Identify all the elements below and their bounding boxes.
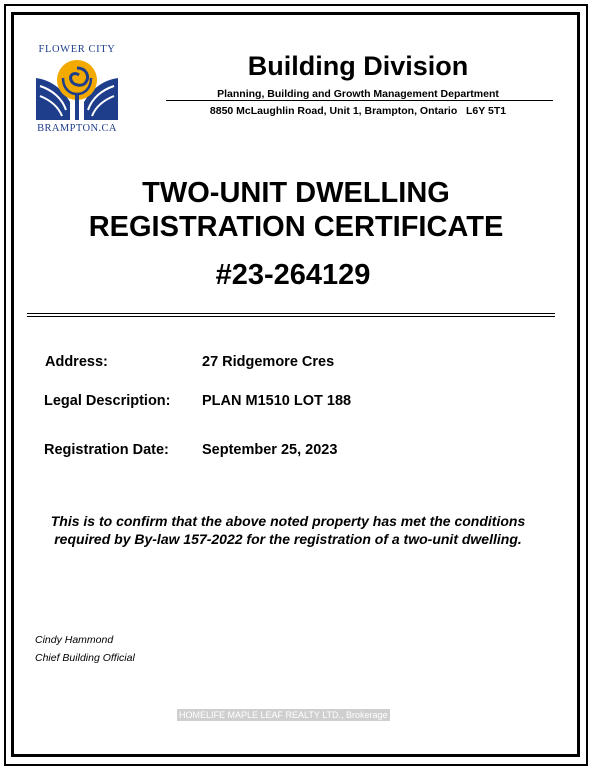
certificate-title-line2: REGISTRATION CERTIFICATE [88,211,504,243]
statement-line2: required by By-law 157-2022 for the registration of a two-unit dwelling. [54,531,522,547]
legal-description-label: Legal Description: [44,393,171,409]
signatory-name: Cindy Hammond [35,634,114,646]
certificate-number: #23-264129 [215,259,371,291]
title-divider-top [27,313,555,314]
certificate-title [30,176,562,244]
certificate-title-line1: TWO-UNIT DWELLING [142,177,450,209]
registration-date-value: September 25, 2023 [202,442,338,458]
division-title: Building Division [247,51,469,81]
city-logo [30,44,124,138]
registration-date-label: Registration Date: [44,442,169,458]
title-divider-bottom [27,316,555,317]
logo-bottom-text: BRAMPTON.CA [37,123,117,134]
statement-line1: This is to confirm that the above noted property has met the conditions [50,513,526,529]
legal-description-value: PLAN M1510 LOT 188 [202,393,352,409]
department-name: Planning, Building and Growth Management Department [217,88,499,100]
address-label: Address: [45,354,108,370]
confirmation-statement [30,512,546,548]
flower-city-logo-icon [36,58,118,127]
brokerage-watermark: HOMELIFE MAPLE LEAF REALTY LTD., Brokerage [179,710,388,720]
division-address: 8850 McLaughlin Road, Unit 1, Brampton, Ontario L6Y 5T1 [209,105,507,117]
signatory-title: Chief Building Official [35,652,135,664]
header-divider [166,100,553,101]
address-value: 27 Ridgemore Cres [202,354,335,370]
logo-top-text: FLOWER CITY [38,44,116,55]
